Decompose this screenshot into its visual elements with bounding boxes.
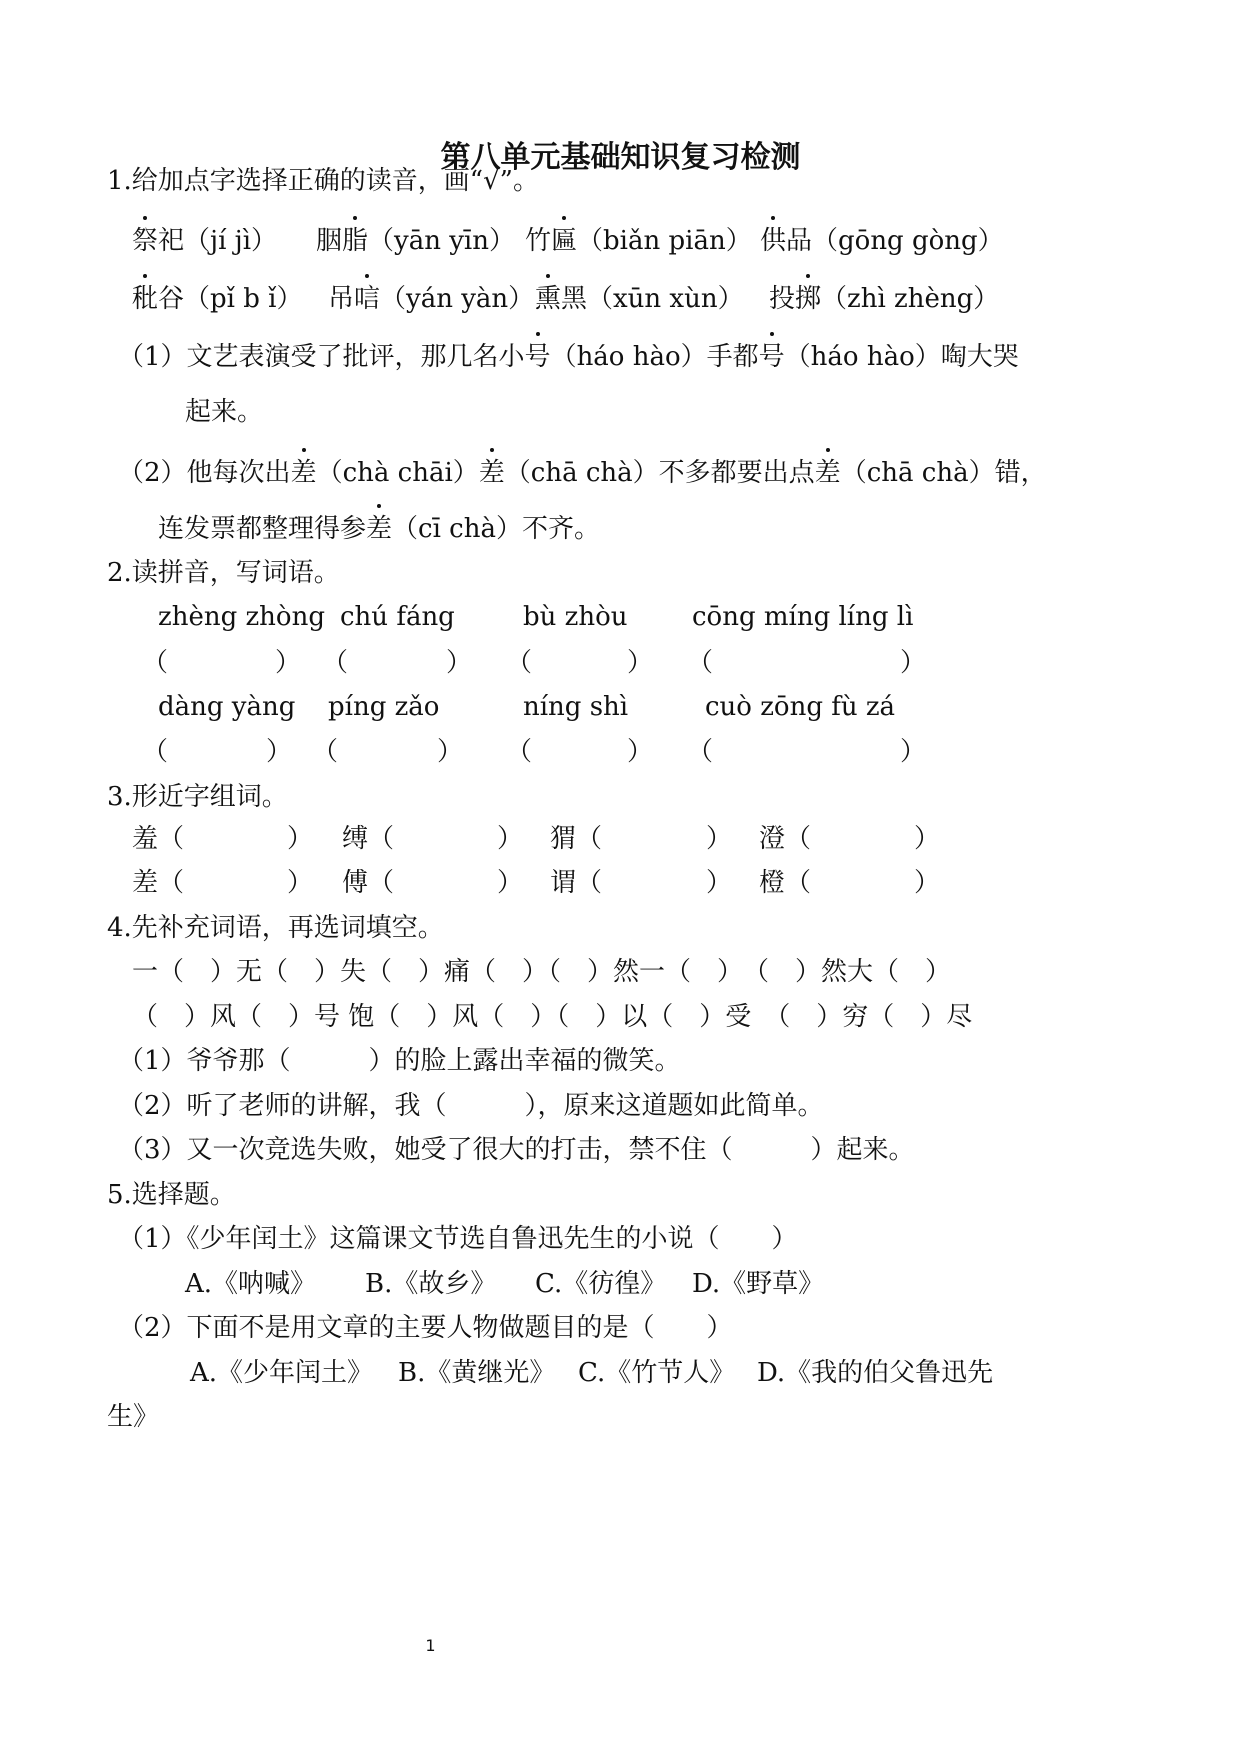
dotted-char: 秕 [132, 284, 159, 314]
q1-sentence-2: （2）他每次出差（chà chāi）差（chā chà）不多都要出点差（chā chà）错， [118, 458, 1047, 488]
answer-close: ） [437, 737, 464, 767]
dotted-char: 差 [814, 458, 841, 488]
q5-option-wrap: 生》 [107, 1402, 160, 1432]
q5-option: D.《野草》 [692, 1269, 825, 1299]
answer-close: ） [287, 868, 314, 898]
answer-open: （ [506, 737, 533, 767]
question-4-heading: 4.先补充词语，再选词填空。 [107, 913, 444, 943]
answer-open: （ [687, 648, 714, 678]
pinyin-label: chú fáng [340, 602, 455, 632]
pinyin-label: bù zhòu [523, 602, 628, 632]
q4-sentence-2: （2）听了老师的讲解，我（ ），原来这道题如此简单。 [118, 1091, 824, 1121]
idiom-row-1: 一（ ）无（ ）失（ ）痛（ ）（ ）然一（ ） （ ）然大（ ） [132, 957, 952, 987]
q1-item: 秕谷（pǐ b ǐ） [132, 284, 303, 314]
answer-close: ） [287, 824, 314, 854]
q5-option: A.《少年闰土》 [190, 1358, 374, 1388]
word-item: 谓（ [550, 868, 603, 898]
word-item: 缚（ [342, 824, 395, 854]
answer-open: （ [142, 737, 169, 767]
q5-option: C.《彷徨》 [535, 1269, 667, 1299]
q1-sentence-1-cont: 起来。 [185, 397, 264, 427]
q1-item: 吊唁（yán yàn） [328, 284, 535, 314]
dotted-char: 脂 [342, 226, 369, 256]
answer-close: ） [706, 824, 733, 854]
answer-close: ） [497, 868, 524, 898]
dotted-char: 供 [760, 226, 787, 256]
q1-item: 祭祀（jí jì） [132, 226, 278, 256]
answer-close: ） [627, 648, 654, 678]
answer-open: （ [506, 648, 533, 678]
q1-sentence-2-cont: 连发票都整理得参差（cī chà）不齐。 [158, 514, 600, 544]
answer-open: （ [142, 648, 169, 678]
pinyin-label: píng zǎo [328, 692, 440, 722]
q4-sentence-3: （3）又一次竞选失败，她受了很大的打击，禁不住（ ）起来。 [118, 1135, 915, 1165]
q5-option: B.《故乡》 [365, 1269, 497, 1299]
answer-close: ） [275, 648, 302, 678]
q5-question-1: （1）《少年闰土》这篇课文节选自鲁迅先生的小说（ ） [118, 1224, 798, 1254]
q1-item: 竹匾（biǎn piān） [525, 226, 752, 256]
pinyin-label: cuò zōng fù zá [705, 692, 896, 722]
question-1-heading: 1.给加点字选择正确的读音，画“√”。 [107, 166, 539, 196]
dotted-char: 唁 [354, 284, 381, 314]
word-item: 傅（ [342, 868, 395, 898]
dotted-char: 差 [478, 458, 505, 488]
answer-open: （ [312, 737, 339, 767]
dotted-char: 号 [758, 342, 785, 372]
q1-item: 熏黑（xūn xùn） [535, 284, 744, 314]
page-title: 第八单元基础知识复习检测 [440, 140, 801, 175]
word-item: 橙（ [759, 868, 812, 898]
word-item: 澄（ [759, 824, 812, 854]
word-item: 羞（ [132, 824, 185, 854]
question-5-heading: 5.选择题。 [107, 1180, 236, 1210]
q4-sentence-1: （1）爷爷那（ ）的脸上露出幸福的微笑。 [118, 1046, 681, 1076]
q1-item: 供品（gōng gòng） [760, 226, 1004, 256]
answer-open: （ [322, 648, 349, 678]
answer-close: ） [914, 824, 941, 854]
q5-option: D.《我的伯父鲁迅先 [757, 1358, 994, 1388]
pinyin-label: níng shì [523, 692, 629, 722]
answer-close: ） [914, 868, 941, 898]
answer-close: ） [706, 868, 733, 898]
dotted-char: 熏 [535, 284, 562, 314]
answer-close: ） [627, 737, 654, 767]
page-number: 1 [425, 1636, 436, 1655]
q1-sentence-1: （1）文艺表演受了批评，那几名小号（háo hào）手都号（háo hào）啕大哭 [118, 342, 1019, 372]
dotted-char: 号 [524, 342, 551, 372]
q5-question-2: （2）下面不是用文章的主要人物做题目的是（ ） [118, 1313, 733, 1343]
dotted-char: 差 [290, 458, 317, 488]
q1-item: 胭脂（yān yīn） [316, 226, 515, 256]
q5-option: A.《呐喊》 [185, 1269, 317, 1299]
question-2-heading: 2.读拼音，写词语。 [107, 558, 340, 588]
pinyin-label: zhèng zhòng [158, 602, 325, 632]
answer-close: ） [497, 824, 524, 854]
dotted-char: 掷 [795, 284, 822, 314]
dotted-char: 匾 [551, 226, 578, 256]
question-3-heading: 3.形近字组词。 [107, 782, 288, 812]
word-item: 差（ [132, 868, 185, 898]
word-item: 猬（ [550, 824, 603, 854]
dotted-char: 祭 [132, 226, 159, 256]
idiom-row-2: （ ）风（ ）号 饱（ ）风（ ）（ ）以（ ）受 （ ）穷（ ）尽 [132, 1002, 973, 1032]
pinyin-label: dàng yàng [158, 692, 296, 722]
pinyin-label: cōng míng líng lì [692, 602, 914, 632]
answer-close: ） [900, 648, 927, 678]
answer-close: ） [266, 737, 293, 767]
answer-close: ） [900, 737, 927, 767]
q5-option: B.《黄继光》 [398, 1358, 556, 1388]
answer-close: ） [446, 648, 473, 678]
dotted-char: 差 [366, 514, 393, 544]
answer-open: （ [687, 737, 714, 767]
q5-option: C.《竹节人》 [578, 1358, 736, 1388]
q1-item: 投掷（zhì zhèng） [769, 284, 1000, 314]
